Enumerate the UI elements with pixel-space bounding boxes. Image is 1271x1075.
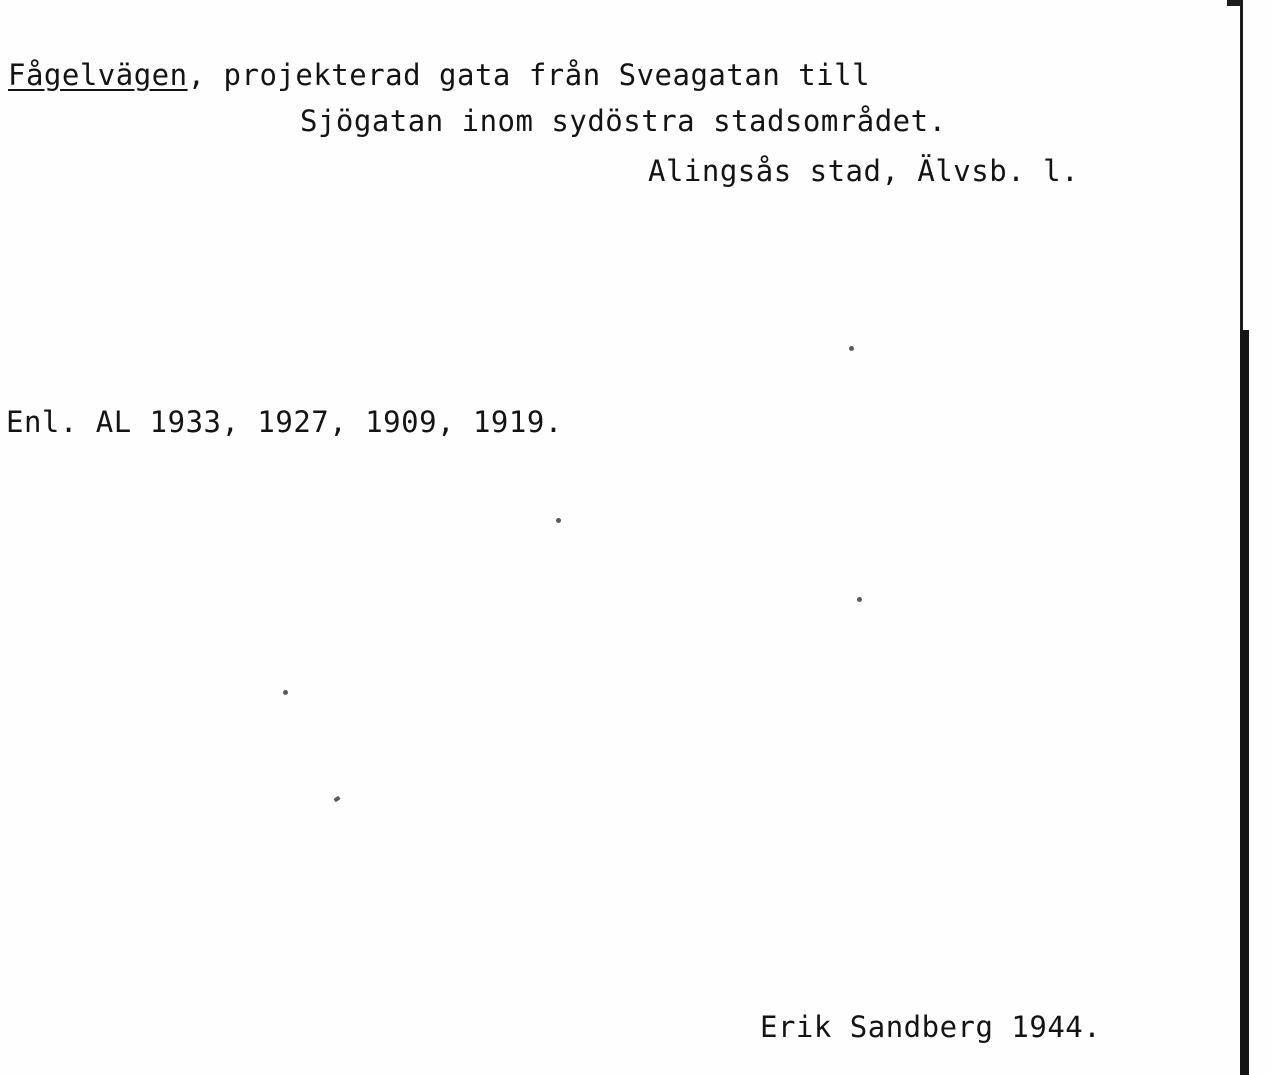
signature: Erik Sandberg 1944. xyxy=(760,1010,1102,1044)
scan-speck xyxy=(857,597,862,602)
headword: Fågelvägen xyxy=(8,58,188,92)
location-line: Alingsås stad, Älvsb. l. xyxy=(648,154,1080,188)
scan-speck xyxy=(849,346,854,351)
card-top-corner-mark xyxy=(1227,0,1241,6)
scan-speck xyxy=(556,518,561,523)
source-note: Enl. AL 1933, 1927, 1909, 1919. xyxy=(6,405,563,439)
headword-continuation: , projekterad gata från Sveagatan till xyxy=(187,58,871,92)
description-line-2: Sjögatan inom sydöstra stadsområdet. xyxy=(300,104,947,138)
scan-speck xyxy=(333,796,340,803)
card-right-edge-shadow xyxy=(1240,330,1249,1075)
scan-speck xyxy=(283,690,288,695)
headword-line xyxy=(8,58,870,92)
